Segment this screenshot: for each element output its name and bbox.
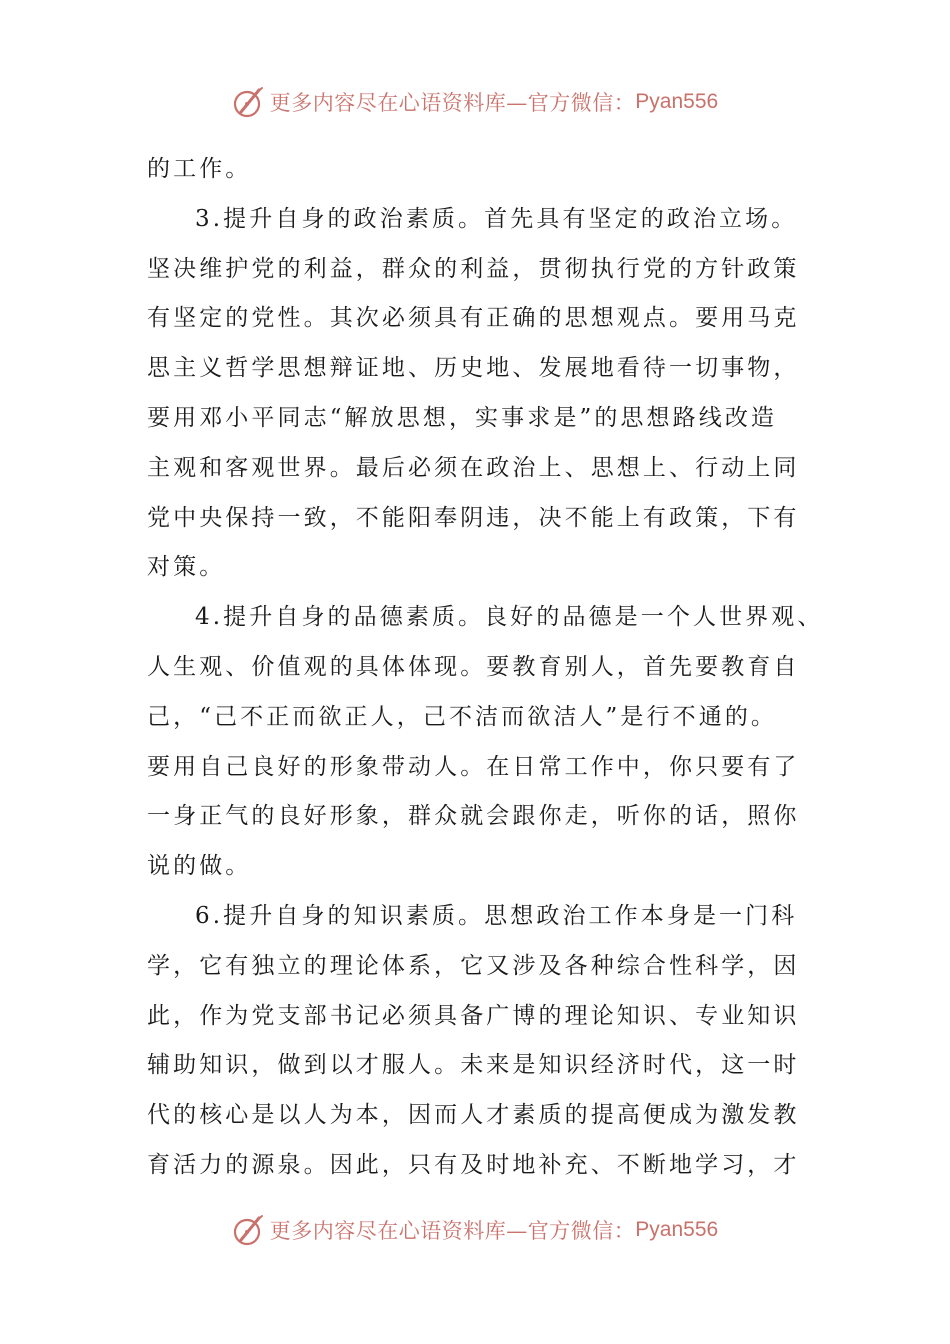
header-watermark-id: Pyan556 [635, 90, 719, 113]
header-watermark [0, 82, 950, 122]
footer-watermark-id: Pyan556 [635, 1218, 719, 1241]
body-line: 己，“己不正而欲正人，己不洁而欲洁人”是行不通的。 [147, 703, 778, 730]
document-body [147, 145, 824, 1191]
footer-watermark [0, 1210, 950, 1250]
body-line: 代的核心是以人为本，因而人才素质的提高便成为激发教 [147, 1102, 800, 1129]
body-line: 主观和客观世界。最后必须在政治上、思想上、行动上同 [147, 454, 800, 481]
body-line: 有坚定的党性。其次必须具有正确的思想观点。要用马克 [147, 305, 800, 332]
body-line: 党中央保持一致，不能阳奉阴违，决不能上有政策，下有 [147, 504, 800, 531]
footer-watermark-text: 更多内容尽在心语资料库—官方微信： [269, 1219, 636, 1243]
body-line: 人生观、价值观的具体体现。要教育别人，首先要教育自 [147, 653, 800, 680]
body-line: 辅助知识，做到以才服人。未来是知识经济时代，这一时 [147, 1052, 800, 1079]
body-line: 3.提升自身的政治素质。首先具有坚定的政治立场。 [195, 205, 798, 232]
body-line: 的工作。 [147, 156, 252, 182]
body-line: 育活力的源泉。因此，只有及时地补充、不断地学习，才 [147, 1151, 800, 1178]
body-line: 4.提升自身的品德素质。良好的品德是一个人世界观、 [195, 604, 824, 631]
body-line: 思主义哲学思想辩证地、历史地、发展地看待一切事物， [147, 355, 800, 382]
body-line: 坚决维护党的利益，群众的利益，贯彻执行党的方针政策 [147, 255, 800, 282]
body-line: 此，作为党支部书记必须具备广博的理论知识、专业知识 [147, 1002, 800, 1029]
body-line: 一身正气的良好形象，群众就会跟你走，听你的话，照你 [147, 803, 800, 830]
body-line: 要用邓小平同志“解放思想，实事求是”的思想路线改造 [147, 404, 778, 431]
pen-logo-icon [232, 85, 266, 119]
body-line: 要用自己良好的形象带动人。在日常工作中，你只要有了 [147, 753, 800, 780]
body-line: 对策。 [147, 554, 226, 581]
header-watermark-text: 更多内容尽在心语资料库—官方微信： [269, 91, 636, 115]
body-line: 说的做。 [147, 853, 252, 880]
pen-logo-icon [232, 1213, 266, 1247]
body-line: 学，它有独立的理论体系，它又涉及各种综合性科学，因 [147, 952, 800, 979]
body-line: 6.提升自身的知识素质。思想政治工作本身是一门科 [195, 902, 798, 929]
